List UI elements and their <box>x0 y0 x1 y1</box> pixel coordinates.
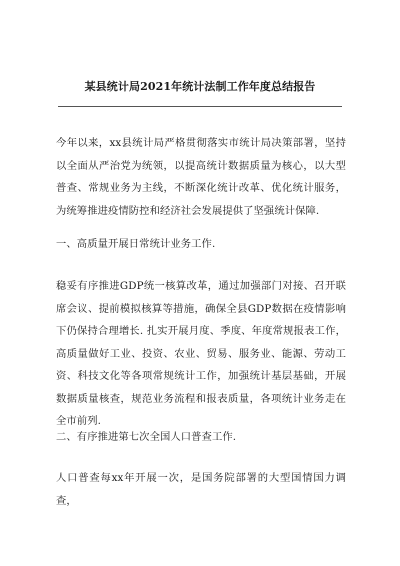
section-heading-1: 一、高质量开展日常统计业务工作. <box>56 238 216 250</box>
document-title: 某县统计局2021年统计法制工作年度总结报告 <box>84 80 316 93</box>
section-2-paragraph: 人口普查每xx年开展一次，是国务院部署的大型国情国力调查， <box>56 472 346 507</box>
section-1-paragraph: 稳妥有序推进GDP统一核算改革，通过加强部门对接、召开联席会议、提前模拟核算等措施，确保全县GDP数据在疫情影响下仍保持合理增长. 扎实开展月度、季度、年度常规报表工作，高质量做好工业、投资、农业、贸易、服务业、能源、劳动工资、科技文化等各项常规统计工作，加强统计基层基础，开展数据质量核查，规范业务流程和报表质量，各项统计业务走在全市前列. <box>56 280 346 427</box>
intro-paragraph: 今年以来，xx县统计局严格贯彻落实市统计局决策部署，坚持以全面从严治党为统领，以提高统计数据质量为核心，以大型普查、常规业务为主线，不断深化统计改革、优化统计服务，为统筹推进疫情防控和经济社会发展提供了坚强统计保障. <box>56 137 346 217</box>
section-heading-2: 二、有序推进第七次全国人口普查工作. <box>56 431 237 443</box>
title-divider <box>58 106 342 107</box>
